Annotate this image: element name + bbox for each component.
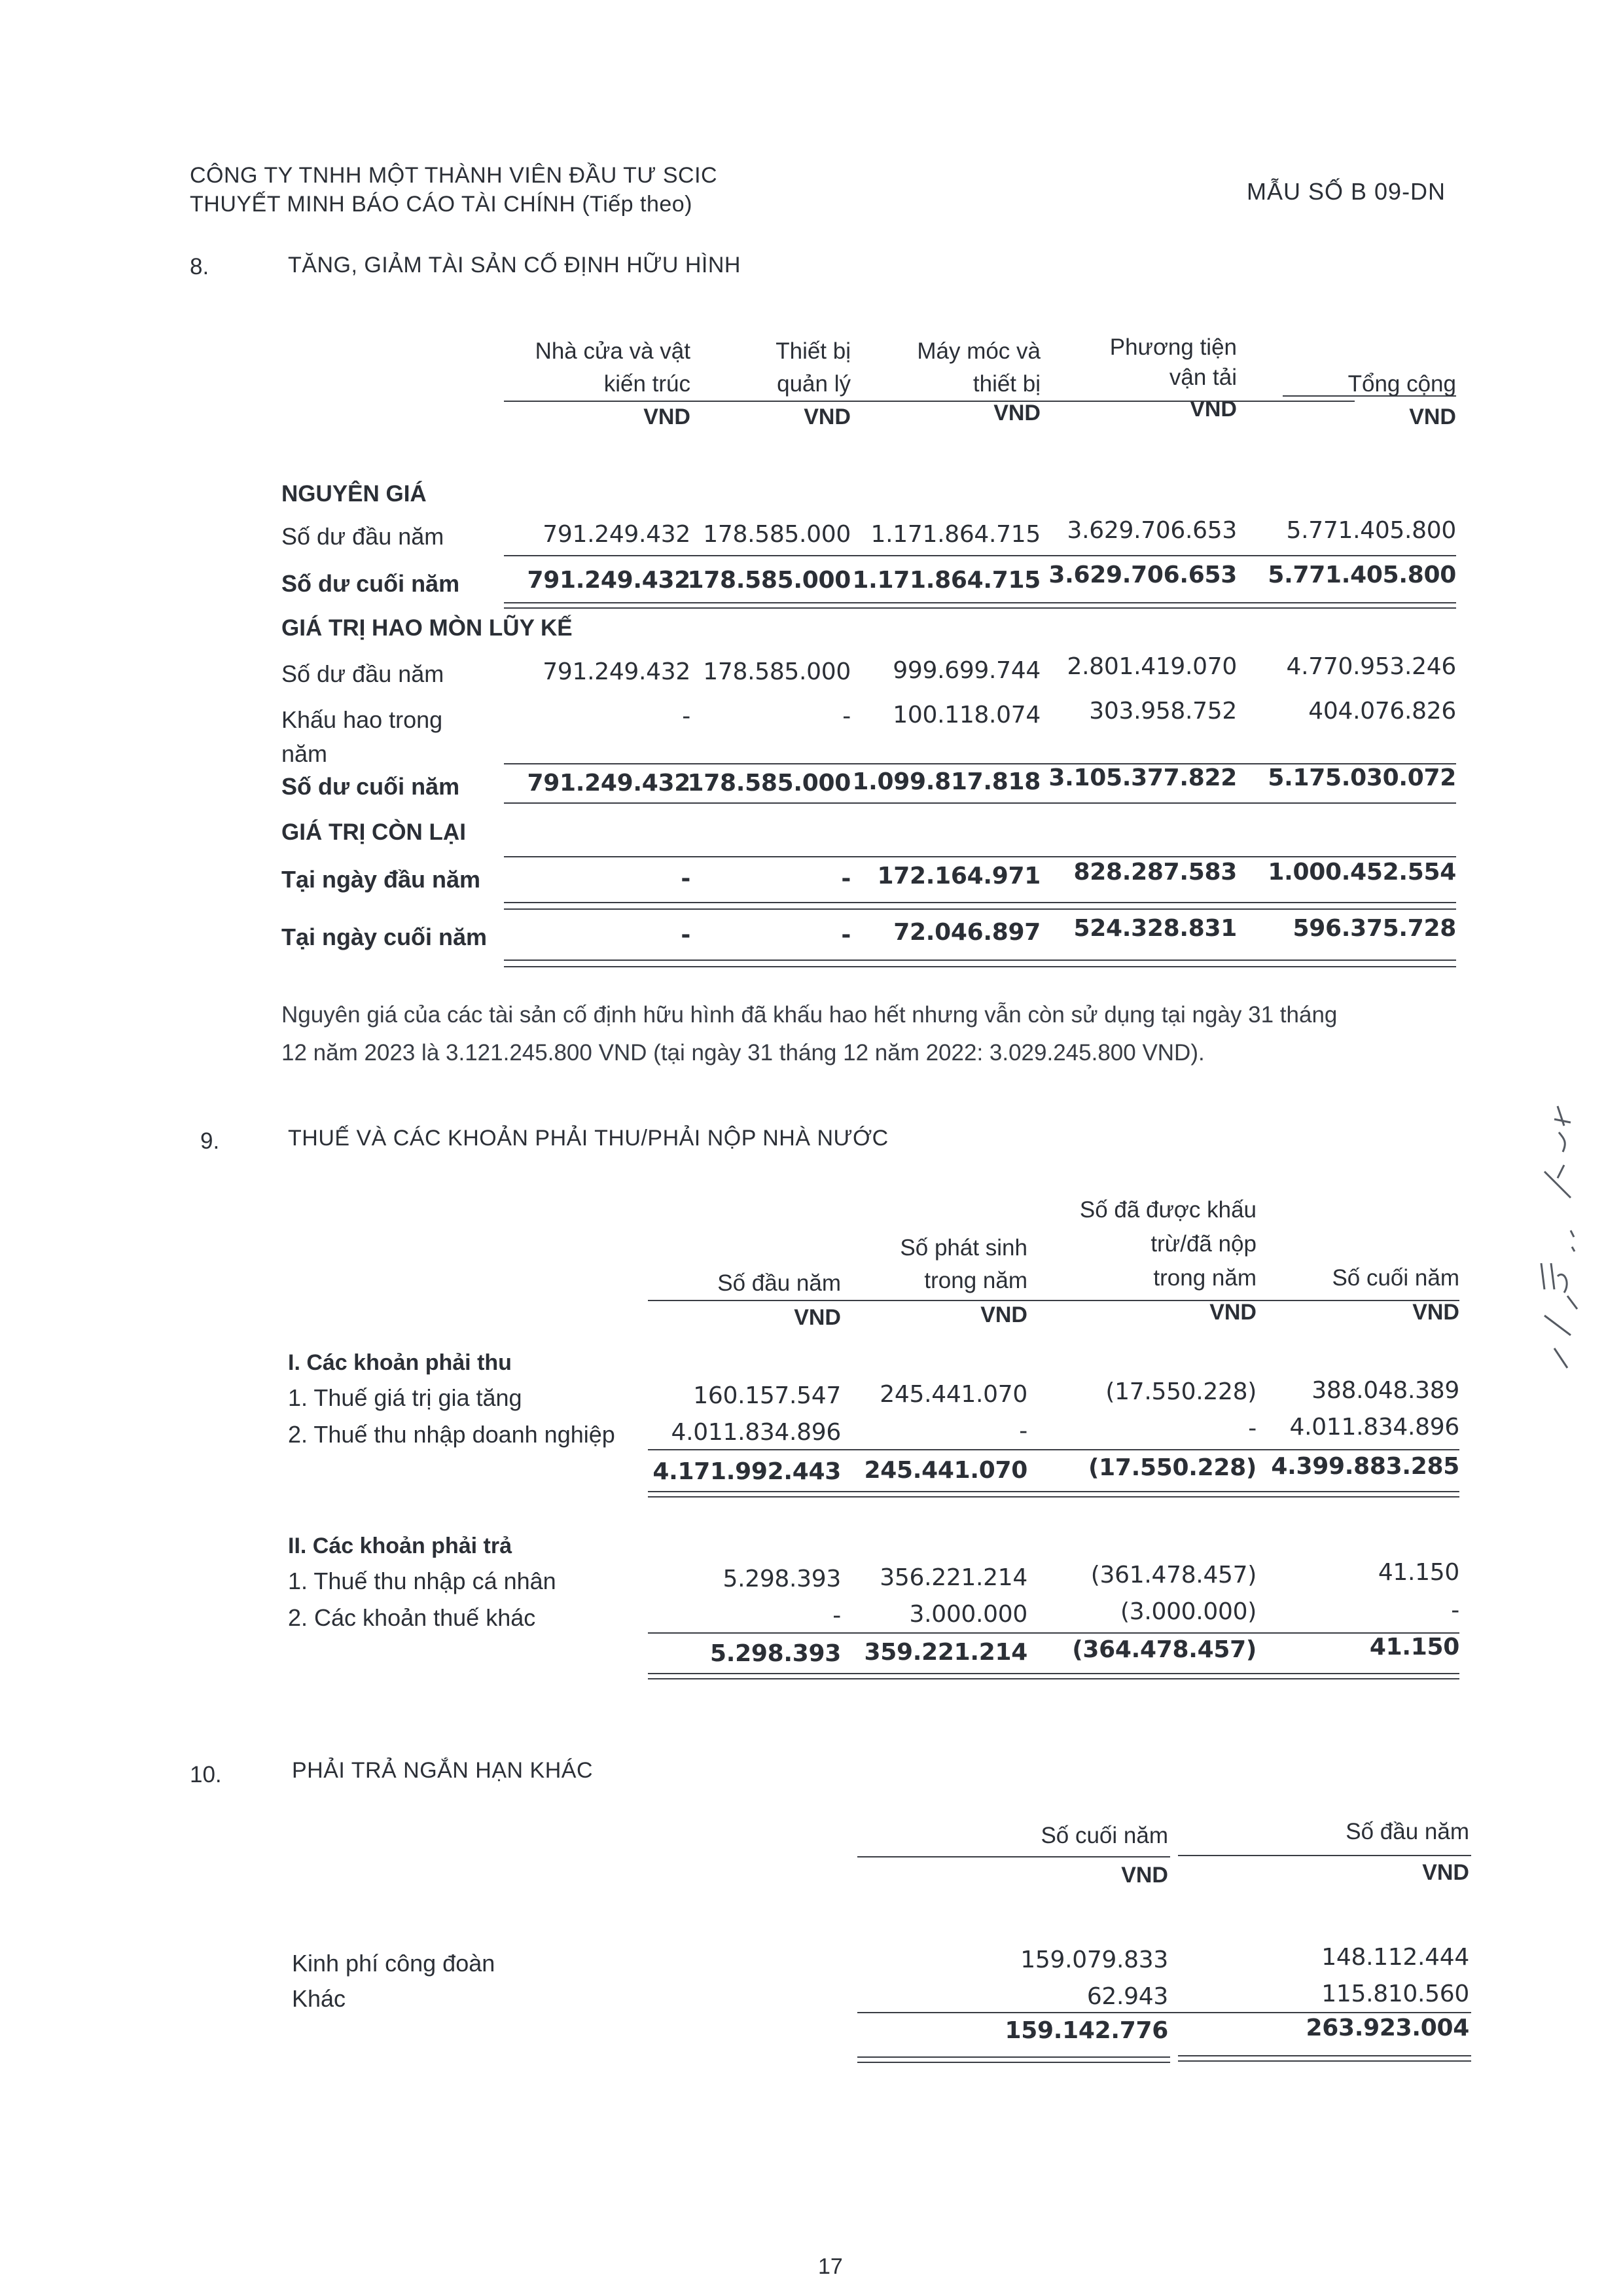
s9-pay-row2-c2: 3.000.000 [909,1601,1027,1628]
s8-dep-charge-label-1: Khấu hao trong [281,706,443,733]
s8-cost-open-c4: 3.629.706.653 [1067,517,1237,544]
s9-col3-line1: Số đã được khấu [1079,1197,1257,1223]
s8-col3-unit: VND [993,401,1041,425]
s10-row2-c1: 62.943 [1086,1983,1168,2010]
s9-col2-line3: trong năm [924,1268,1027,1293]
s10-col1-unit: VND [1121,1863,1168,1888]
s8-dep-close-total: 5.175.030.072 [1268,764,1456,791]
s9-pay-total-c4: 41.150 [1369,1634,1459,1660]
s9-pay-row2-c3: (3.000.000) [1120,1598,1257,1625]
s8-cost-close-label: Số dư cuối năm [281,570,460,597]
s8-nbv-open-c4: 828.287.583 [1073,859,1237,886]
s9-pay-row1-c2: 356.221.214 [880,1564,1027,1591]
s9-pay-row1-c3: (361.478.457) [1090,1562,1257,1588]
s8-dep-open-c1: 791.249.432 [543,658,690,685]
s8-col4-line2: vận tải [1169,365,1237,390]
s8-header-rule [504,401,1355,402]
s8-col5-unit: VND [1409,404,1456,429]
s9-pay-row2-c4: - [1451,1597,1459,1624]
s9-rec-row2-c1: 4.011.834.896 [671,1419,841,1446]
s10-header-rule-2 [1178,1855,1471,1856]
s8-dep-open-c3: 999.699.744 [893,657,1041,684]
s9-rec-total-c4: 4.399.883.285 [1271,1453,1459,1480]
s8-dep-charge-label-2: năm [281,740,328,767]
s8-col1-unit: VND [643,404,690,429]
s8-cost-close-c1: 791.249.432 [527,567,690,594]
s9-col2-line2: Số phát sinh [900,1235,1027,1261]
s8-rule-nbv-close-2 [504,966,1456,967]
s9-rule-rec-total-1 [648,1491,1459,1492]
s9-rec-row2-c4: 4.011.834.896 [1289,1414,1459,1441]
s8-col1-line1: Nhà cửa và vật [535,338,690,364]
s9-col3-line3: trong năm [1153,1265,1257,1291]
s8-cost-open-c3: 1.171.864.715 [870,521,1041,548]
s9-pay-row2-c1: - [832,1602,841,1629]
s8-nbv-close-c2: - [841,922,851,948]
s9-rec-row1-c2: 245.441.070 [880,1381,1027,1408]
s9-col2-unit: VND [980,1302,1027,1327]
s10-total-c1: 159.142.776 [1005,2017,1168,2044]
s9-rec-row2-label: 2. Thuế thu nhập doanh nghiệp [288,1421,615,1448]
s9-receivable-heading: I. Các khoản phải thu [288,1350,512,1375]
s9-col1-unit: VND [794,1305,841,1330]
s8-cost-close-c4: 3.629.706.653 [1048,562,1237,588]
s9-rec-row2-c3: - [1248,1415,1257,1442]
s9-rec-row1-c1: 160.157.547 [693,1382,841,1409]
s9-col3-line2: trừ/đã nộp [1150,1231,1257,1257]
s8-dep-close-c2: 178.585.000 [687,770,851,797]
s10-col2-label: Số đầu năm [1346,1819,1469,1844]
s8-rule-cost-close-2 [504,607,1456,609]
section-9-title: THUẾ VÀ CÁC KHOẢN PHẢI THU/PHẢI NỘP NHÀ NƯỚC [288,1126,889,1151]
s9-rule-pay-total-1 [648,1673,1459,1674]
s9-pay-row2-label: 2. Các khoản thuế khác [288,1604,536,1631]
section-8-title: TĂNG, GIẢM TÀI SẢN CỐ ĐỊNH HỮU HÌNH [288,253,741,278]
s8-note-line-1: Nguyên giá của các tài sản cố định hữu hình đã khấu hao hết nhưng vẫn còn sử dụng tại ngày 31 tháng [281,1002,1338,1028]
s8-cost-close-total: 5.771.405.800 [1268,562,1456,588]
s8-note-line-2: 12 năm 2023 là 3.121.245.800 VND (tại ngày 31 tháng 12 năm 2022: 3.029.245.800 VND). [281,1040,1205,1066]
s8-dep-open-c2: 178.585.000 [703,658,851,685]
s9-pay-row1-label: 1. Thuế thu nhập cá nhân [288,1568,556,1594]
s8-rule-nbv-open-1 [504,902,1456,903]
s9-payable-heading: II. Các khoản phải trả [288,1534,512,1558]
s10-rule-rows [857,2012,1471,2013]
s8-nbv-heading: GIÁ TRỊ CÒN LẠI [281,819,466,845]
s8-col2-line1: Thiết bị [776,338,851,364]
s10-rule-total-2 [857,2062,1170,2063]
s10-row1-c1: 159.079.833 [1020,1946,1168,1973]
s9-col1-line3: Số đầu năm [717,1270,841,1296]
s10-total-c2: 263.923.004 [1306,2015,1469,2041]
s10-col1-label: Số cuối năm [1041,1823,1168,1848]
s9-rec-total-c1: 4.171.992.443 [652,1458,841,1485]
s8-col5-line2: Tổng cộng [1347,371,1456,397]
s9-rule-rec [648,1449,1459,1450]
s9-rule-pay-total-2 [648,1678,1459,1679]
s9-rule-pay [648,1632,1459,1634]
s8-cost-heading: NGUYÊN GIÁ [281,481,427,507]
s8-dep-close-c4: 3.105.377.822 [1048,764,1237,791]
s8-dep-close-c1: 791.249.432 [527,770,690,797]
s8-col4-unit: VND [1190,397,1237,422]
s9-pay-total-c3: (364.478.457) [1072,1636,1257,1663]
section-10-title: PHẢI TRẢ NGẮN HẠN KHÁC [292,1758,594,1783]
s8-col2-unit: VND [804,404,851,429]
s10-row1-label: Kinh phí công đoàn [292,1950,495,1977]
s8-cost-close-c3: 1.171.864.715 [852,567,1041,594]
s8-cost-open-c2: 178.585.000 [703,521,851,548]
page-number: 17 [818,2254,843,2279]
s9-pay-total-c1: 5.298.393 [710,1640,841,1667]
s8-rule-nbv-open-2 [504,908,1456,910]
s8-nbv-open-c3: 172.164.971 [877,863,1041,889]
s8-rule-cost-close-1 [504,602,1456,603]
s9-pay-row1-c1: 5.298.393 [722,1566,841,1592]
s8-dep-open-c4: 2.801.419.070 [1067,653,1237,680]
s8-dep-charge-total: 404.076.826 [1308,698,1456,725]
s9-rec-total-c3: (17.550.228) [1088,1454,1257,1481]
s9-col3-unit: VND [1209,1300,1257,1325]
s9-rec-row2-c2: - [1019,1418,1027,1444]
s8-nbv-close-c4: 524.328.831 [1073,915,1237,942]
section-9-number: 9. [200,1128,220,1154]
s8-nbv-close-total: 596.375.728 [1293,915,1456,942]
s8-col2-line2: quản lý [777,371,851,397]
s8-nbv-open-label: Tại ngày đầu năm [281,866,481,893]
s8-dep-charge-c1: - [682,703,690,730]
s9-rule-rec-total-2 [648,1496,1459,1498]
s8-col1-line2: kiến trúc [603,371,690,397]
section-10-number: 10. [190,1762,222,1787]
form-number: MẪU SỐ B 09-DN [1247,178,1446,205]
s10-rule-total-4 [1178,2060,1471,2062]
s8-dep-heading: GIÁ TRỊ HAO MÒN LŨY KẾ [281,615,573,641]
s8-col3-line2: thiết bị [972,371,1041,397]
s8-dep-charge-c2: - [842,703,851,730]
s9-rec-row1-label: 1. Thuế giá trị gia tăng [288,1384,522,1411]
s8-dep-close-c3: 1.099.817.818 [852,768,1041,795]
s8-cost-open-label: Số dư đầu năm [281,523,444,550]
s8-nbv-open-c2: - [841,865,851,892]
s8-cost-open-total: 5.771.405.800 [1286,517,1456,544]
s9-rec-row1-c3: (17.550.228) [1105,1378,1257,1405]
s8-nbv-close-c1: - [681,922,690,948]
s10-rule-total-1 [857,2056,1170,2058]
s8-dep-open-total: 4.770.953.246 [1286,653,1456,680]
s8-nbv-close-label: Tại ngày cuối năm [281,924,488,950]
s10-rule-total-3 [1178,2055,1471,2056]
s8-rule-nbv-top [504,856,1456,857]
s9-col4-line3: Số cuối năm [1332,1265,1459,1291]
s8-cost-open-c1: 791.249.432 [543,521,690,548]
s9-header-rule [648,1300,1459,1301]
s9-pay-row1-c4: 41.150 [1378,1559,1459,1586]
s10-row1-c2: 148.112.444 [1321,1944,1469,1971]
s9-rec-row1-c4: 388.048.389 [1311,1377,1459,1404]
s8-rule-cost [504,555,1456,556]
s8-dep-close-label: Số dư cuối năm [281,773,460,800]
margin-pen-marks [1518,1100,1590,1374]
s9-rec-total-c2: 245.441.070 [864,1457,1027,1484]
s8-nbv-open-c1: - [681,865,690,892]
company-name: CÔNG TY TNHH MỘT THÀNH VIÊN ĐẦU TƯ SCIC [190,163,718,188]
s8-header-rule-total [1283,395,1456,397]
section-8-number: 8. [190,254,209,279]
s8-rule-nbv-close-1 [504,960,1456,961]
s9-pay-total-c2: 359.221.214 [864,1639,1027,1666]
s8-nbv-open-total: 1.000.452.554 [1268,859,1456,886]
s10-row2-label: Khác [292,1985,346,2012]
report-subtitle: THUYẾT MINH BÁO CÁO TÀI CHÍNH (Tiếp theo) [190,192,693,217]
s10-row2-c2: 115.810.560 [1321,1981,1469,2007]
s8-rule-dep-close [504,802,1456,804]
s8-dep-charge-c4: 303.958.752 [1089,698,1237,725]
s8-dep-charge-c3: 100.118.074 [893,702,1041,728]
s8-col3-line1: Máy móc và [917,338,1041,364]
s9-col4-unit: VND [1412,1300,1459,1325]
s8-cost-close-c2: 178.585.000 [687,567,851,594]
s10-header-rule-1 [857,1856,1170,1857]
s8-nbv-close-c3: 72.046.897 [893,919,1041,946]
s8-dep-open-label: Số dư đầu năm [281,660,444,687]
s8-col4-line1: Phương tiện [1109,334,1237,360]
s10-col2-unit: VND [1422,1860,1469,1885]
